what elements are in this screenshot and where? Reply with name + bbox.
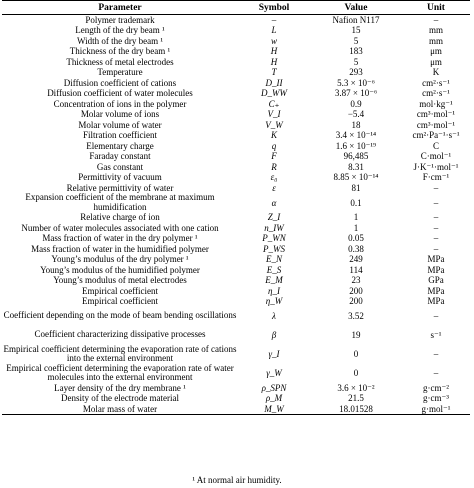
table-header-row bbox=[2, 1, 470, 15]
symbol-cell: β bbox=[271, 330, 277, 340]
parameter-cell: Empirical coefficient determining the evaporation rate of water molecules into the external environment bbox=[6, 363, 234, 382]
unit-cell: μm bbox=[430, 56, 442, 67]
table-row bbox=[2, 78, 470, 89]
table-row bbox=[2, 345, 470, 364]
value-cell: Nafion N117 bbox=[332, 15, 380, 25]
table-row bbox=[2, 364, 470, 383]
unit-cell: mm bbox=[428, 35, 443, 46]
table-footnote: ¹ At normal air humidity. bbox=[192, 475, 282, 485]
parameter-cell: Permittivity of vacuum bbox=[78, 172, 162, 183]
unit-cell: – bbox=[433, 311, 439, 321]
unit-cell: – bbox=[433, 243, 439, 254]
symbol-cell: λ bbox=[272, 311, 276, 321]
table-row bbox=[2, 275, 470, 286]
value-cell: 5 bbox=[353, 56, 359, 67]
value-cell: 3.4 × 10⁻¹⁴ bbox=[335, 130, 377, 141]
symbol-cell: η_I bbox=[268, 285, 280, 296]
value-cell: 249 bbox=[349, 254, 363, 265]
symbol-cell: ε bbox=[272, 182, 276, 193]
unit-cell: cm²·s⁻¹ bbox=[422, 88, 450, 99]
symbol-cell: E_S bbox=[266, 264, 282, 275]
value-cell: 0 bbox=[353, 368, 359, 378]
symbol-cell: ρ_SPN bbox=[261, 382, 287, 393]
unit-cell: mol·kg⁻¹ bbox=[419, 98, 453, 109]
table-row bbox=[2, 244, 470, 255]
symbol-cell: E_M bbox=[265, 275, 283, 286]
symbol-cell: E_N bbox=[265, 254, 282, 265]
table-row bbox=[2, 265, 470, 276]
parameter-cell: Molar mass of water bbox=[2, 404, 238, 415]
unit-cell: F·cm⁻¹ bbox=[422, 172, 450, 183]
parameter-cell: Length of the dry beam ¹ bbox=[75, 25, 165, 36]
symbol-cell: F bbox=[271, 151, 277, 162]
parameter-cell: Young’s modulus of the dry polymer ¹ bbox=[51, 254, 189, 265]
parameter-cell: Expansion coefficient of the membrane at maximum humidification bbox=[25, 193, 215, 212]
parameter-cell: Mass fraction of water in the humidified polymer bbox=[31, 243, 209, 254]
table-row bbox=[2, 233, 470, 244]
table-row bbox=[2, 296, 470, 307]
parameter-cell: Number of water molecules associated with one cation bbox=[21, 222, 219, 233]
unit-cell: s⁻¹ bbox=[430, 330, 442, 340]
unit-cell: mm bbox=[428, 25, 443, 36]
table-row bbox=[2, 183, 470, 194]
parameter-cell: Empirical coefficient bbox=[81, 285, 159, 296]
symbol-cell: η_W bbox=[265, 296, 283, 307]
table-row bbox=[2, 223, 470, 234]
symbol-cell: w bbox=[270, 35, 277, 46]
header-unit: Unit bbox=[402, 1, 470, 15]
value-cell: 3.6 × 10⁻² bbox=[337, 382, 375, 393]
value-cell: 5 bbox=[353, 35, 359, 46]
value-cell: −5.4 bbox=[347, 109, 365, 120]
header-symbol: Symbol bbox=[238, 1, 310, 15]
unit-cell: – bbox=[433, 182, 439, 193]
parameter-cell: Diffusion coefficient of cations bbox=[63, 77, 177, 88]
unit-cell: J·K⁻¹·mol⁻¹ bbox=[413, 161, 459, 172]
value-cell: 0.38 bbox=[348, 243, 364, 254]
table-row bbox=[2, 99, 470, 110]
table-row bbox=[2, 46, 470, 57]
unit-cell: cm³·mol⁻¹ bbox=[416, 109, 456, 120]
value-cell: 293 bbox=[349, 67, 363, 78]
unit-cell: cm³·mol⁻¹ bbox=[416, 119, 456, 130]
header-parameter: Parameter bbox=[2, 1, 238, 15]
value-cell: 21.5 bbox=[348, 393, 364, 404]
parameter-cell: Gas constant bbox=[96, 161, 144, 172]
value-cell: 18.01528 bbox=[310, 404, 402, 415]
parameter-cell: Mass fraction of water in the dry polymer ¹ bbox=[42, 233, 198, 244]
unit-cell: K bbox=[432, 67, 440, 78]
table-row bbox=[2, 286, 470, 297]
symbol-cell: ε₀ bbox=[270, 172, 278, 183]
table-row bbox=[2, 383, 470, 394]
value-cell: 1.6 × 10⁻¹⁹ bbox=[335, 140, 377, 151]
table-row bbox=[2, 162, 470, 173]
symbol-cell: T bbox=[271, 67, 277, 78]
parameter-cell: Young’s modulus of metal electrodes bbox=[53, 275, 187, 286]
symbol-cell: P_WN bbox=[262, 233, 286, 244]
unit-cell: μm bbox=[430, 46, 442, 57]
symbol-cell: P_WS bbox=[263, 243, 285, 254]
value-cell: 15 bbox=[351, 25, 361, 36]
symbol-cell: H bbox=[270, 56, 278, 67]
value-cell: 0.05 bbox=[348, 233, 364, 244]
value-cell: 19 bbox=[351, 330, 361, 340]
parameter-cell: Faraday constant bbox=[89, 151, 151, 162]
table-row bbox=[2, 109, 470, 120]
table-body bbox=[2, 15, 470, 415]
table-row bbox=[2, 15, 470, 26]
unit-cell: MPa bbox=[427, 296, 445, 307]
value-cell: 0 bbox=[353, 349, 359, 359]
table-row bbox=[2, 212, 470, 223]
parameter-cell: Coefficient characterizing dissipative processes bbox=[34, 329, 206, 340]
unit-cell: – bbox=[433, 349, 439, 359]
parameter-cell: Density of the electrode material bbox=[61, 393, 179, 404]
parameter-cell: Thickness of metal electrodes bbox=[66, 56, 174, 67]
unit-cell: MPa bbox=[427, 254, 445, 265]
symbol-cell: H bbox=[270, 46, 278, 57]
table-row bbox=[2, 193, 470, 212]
parameter-table bbox=[2, 0, 470, 415]
table-row bbox=[2, 141, 470, 152]
unit-cell: g·cm⁻³ bbox=[423, 393, 449, 404]
symbol-cell: γ_I bbox=[268, 349, 280, 359]
table-row bbox=[2, 36, 470, 47]
symbol-cell: ρ_M bbox=[265, 393, 283, 404]
unit-cell: C·mol⁻¹ bbox=[420, 151, 452, 162]
unit-cell: – bbox=[433, 233, 439, 244]
parameter-cell: Polymer trademark bbox=[85, 15, 155, 25]
parameter-cell: Temperature bbox=[97, 67, 143, 78]
unit-cell: cm²·Pa⁻¹·s⁻¹ bbox=[412, 130, 460, 141]
unit-cell: MPa bbox=[427, 264, 445, 275]
table-row bbox=[2, 307, 470, 326]
parameter-cell: Concentration of ions in the polymer bbox=[53, 98, 187, 109]
symbol-cell: K bbox=[270, 130, 277, 141]
unit-cell: – bbox=[433, 15, 439, 25]
parameter-cell: Molar volume of ions bbox=[80, 109, 160, 120]
symbol-cell: L bbox=[271, 25, 277, 36]
value-cell: 8.31 bbox=[348, 161, 364, 172]
value-cell: 0.9 bbox=[350, 98, 362, 109]
value-cell: 1 bbox=[353, 212, 359, 223]
unit-cell: – bbox=[433, 368, 439, 378]
table-row bbox=[2, 67, 470, 78]
table-row bbox=[2, 172, 470, 183]
table-row bbox=[2, 130, 470, 141]
value-cell: 81 bbox=[351, 182, 361, 193]
value-cell: 5.3 × 10⁻⁶ bbox=[337, 77, 375, 88]
symbol-cell: n_IW bbox=[264, 222, 284, 233]
value-cell: 183 bbox=[349, 46, 363, 57]
value-cell: 23 bbox=[351, 275, 361, 286]
parameter-cell: Molar volume of water bbox=[78, 119, 162, 130]
symbol-cell: γ_W bbox=[266, 368, 282, 378]
unit-cell: C bbox=[432, 140, 439, 151]
table-row bbox=[2, 151, 470, 162]
value-cell: 3.87 × 10⁻⁶ bbox=[334, 88, 378, 99]
symbol-cell: V_W bbox=[265, 119, 283, 130]
table-row bbox=[2, 57, 470, 68]
unit-cell: – bbox=[433, 222, 439, 233]
value-cell: 200 bbox=[349, 285, 363, 296]
parameter-cell: Empirical coefficient bbox=[81, 296, 159, 307]
unit-cell: MPa bbox=[427, 285, 445, 296]
table-row bbox=[2, 393, 470, 404]
value-cell: 0.1 bbox=[350, 197, 362, 208]
symbol-cell: R bbox=[271, 161, 277, 172]
symbol-cell: M_W bbox=[238, 404, 310, 415]
value-cell: 3.52 bbox=[348, 311, 364, 321]
value-cell: 1 bbox=[353, 222, 359, 233]
unit-cell: – bbox=[433, 212, 439, 223]
table-row bbox=[2, 254, 470, 265]
table-row bbox=[2, 326, 470, 345]
symbol-cell: D_II bbox=[265, 77, 283, 88]
parameter-cell: Width of the dry beam ¹ bbox=[76, 35, 164, 46]
unit-cell: – bbox=[433, 197, 439, 208]
unit-cell: cm²·s⁻¹ bbox=[422, 77, 450, 88]
parameter-cell: Coefficient depending on the mode of beam bending oscillations bbox=[3, 310, 237, 321]
parameter-cell: Diffusion coefficient of water molecules bbox=[47, 88, 193, 99]
value-cell: 200 bbox=[349, 296, 363, 307]
table-row bbox=[2, 120, 470, 131]
symbol-cell: C₊ bbox=[268, 98, 280, 109]
symbol-cell: – bbox=[271, 15, 277, 25]
unit-cell: g·cm⁻² bbox=[423, 382, 449, 393]
parameter-cell: Elementary charge bbox=[86, 140, 154, 151]
header-value: Value bbox=[310, 1, 402, 15]
symbol-cell: Z_I bbox=[267, 212, 281, 223]
parameter-cell: Relative permittivity of water bbox=[66, 182, 174, 193]
value-cell: 96,485 bbox=[343, 151, 369, 162]
symbol-cell: D_WW bbox=[261, 88, 287, 99]
symbol-cell: α bbox=[271, 197, 277, 208]
symbol-cell: q bbox=[271, 140, 277, 151]
parameter-cell: Empirical coefficient determining the evaporation rate of cations into the external environment bbox=[3, 344, 237, 363]
symbol-cell: V_I bbox=[267, 109, 281, 120]
table-row bbox=[2, 25, 470, 36]
unit-cell: GPa bbox=[428, 275, 444, 286]
table-row bbox=[2, 88, 470, 99]
unit-cell: g·mol⁻¹ bbox=[402, 404, 470, 415]
parameter-cell: Layer density of the dry membrane ¹ bbox=[54, 382, 186, 393]
value-cell: 114 bbox=[349, 264, 363, 275]
parameter-cell: Relative charge of ion bbox=[80, 212, 160, 223]
parameter-cell: Young’s modulus of the humidified polymer bbox=[40, 264, 200, 275]
parameter-cell: Thickness of the dry beam ¹ bbox=[69, 46, 171, 57]
parameter-cell: Filtration coefficient bbox=[82, 130, 158, 141]
value-cell: 8.85 × 10⁻¹⁴ bbox=[333, 172, 379, 183]
table-row bbox=[2, 404, 470, 415]
value-cell: 18 bbox=[351, 119, 361, 130]
